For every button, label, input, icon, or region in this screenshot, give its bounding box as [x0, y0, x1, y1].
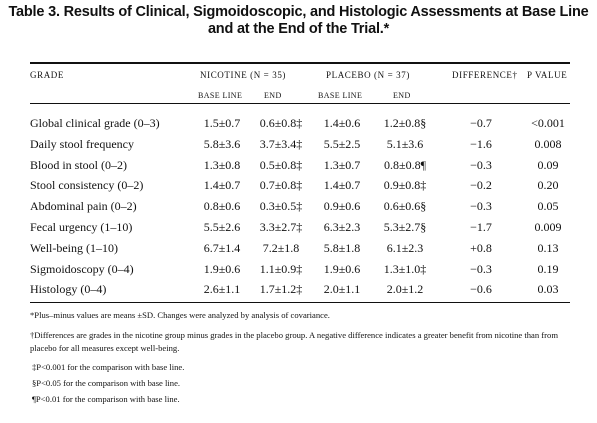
cell-nicotine-base: 1.9±0.6: [203, 261, 241, 276]
cell-placebo-end: 6.1±2.3: [386, 240, 424, 255]
cell-difference: −0.3: [470, 261, 492, 276]
subheader-placebo-end: END: [393, 91, 411, 100]
cell-difference: −0.6: [470, 282, 492, 297]
cell-p-value: 0.13: [537, 240, 559, 255]
cell-placebo-end: 5.3±2.7§: [383, 220, 427, 234]
cell-p-value: 0.09: [537, 157, 559, 172]
cell-p-value: 0.19: [537, 261, 559, 276]
cell-difference: −0.3: [470, 157, 492, 172]
cell-placebo-end: 1.2±0.8§: [383, 116, 427, 130]
cell-placebo-end: 0.6±0.6§: [383, 199, 427, 214]
footnote: *Plus–minus values are means ±SD. Changes were analyzed by analysis of covariance.: [30, 310, 330, 320]
cell-nicotine-base: 2.6±1.1: [203, 282, 241, 297]
cell-placebo-base: 0.9±0.6: [323, 199, 361, 214]
bottom-rule: [30, 302, 570, 303]
header-grade: GRADE: [30, 70, 64, 80]
cell-placebo-base: 1.4±0.6: [323, 116, 361, 130]
cell-nicotine-base: 1.5±0.7: [203, 116, 241, 130]
cell-p-value: 0.03: [537, 282, 559, 297]
cell-placebo-end: 1.3±1.0‡: [383, 261, 427, 276]
cell-placebo-base: 5.5±2.5: [323, 136, 361, 151]
cell-grade: Blood in stool (0–2): [30, 157, 128, 172]
cell-nicotine-base: 1.4±0.7: [203, 178, 241, 193]
cell-p-value: 0.20: [537, 178, 559, 193]
cell-nicotine-end: 1.7±1.2‡: [259, 282, 303, 297]
cell-nicotine-base: 1.3±0.8: [203, 157, 241, 172]
title-line-2: and at the End of the Trial.*: [207, 21, 390, 37]
cell-grade: Fecal urgency (1–10): [30, 220, 133, 234]
header-rule: [30, 103, 570, 104]
cell-grade: Sigmoidoscopy (0–4): [30, 261, 134, 276]
header-difference: DIFFERENCE†: [452, 70, 518, 80]
cell-placebo-base: 1.4±0.7: [323, 178, 361, 193]
cell-nicotine-end: 3.7±3.4‡: [259, 136, 303, 151]
cell-difference: −1.7: [470, 220, 492, 234]
cell-placebo-base: 5.8±1.8: [323, 240, 361, 255]
cell-grade: Histology (0–4): [30, 282, 107, 297]
cell-p-value: <0.001: [531, 116, 565, 130]
footnote: †Differences are grades in the nicotine group minus grades in the placebo group. A negative difference indicates a greater benefit from nicotine than from placebo for all measures except well-being.: [30, 330, 558, 353]
subheader-placebo-base: BASE LINE: [318, 91, 363, 100]
cell-placebo-base: 1.3±0.7: [323, 157, 361, 172]
cell-grade: Well-being (1–10): [30, 240, 119, 255]
cell-nicotine-base: 6.7±1.4: [203, 240, 241, 255]
cell-nicotine-base: 0.8±0.6: [203, 199, 241, 214]
title-line-1: Table 3. Results of Clinical, Sigmoidoscopic, and Histologic Assessments at Base Line: [8, 4, 589, 20]
cell-p-value: 0.009: [534, 220, 562, 234]
cell-placebo-end: 0.8±0.8¶: [383, 157, 427, 172]
cell-grade: Abdominal pain (0–2): [30, 199, 137, 214]
cell-difference: −0.7: [470, 116, 492, 130]
cell-difference: −1.6: [470, 136, 492, 151]
cell-grade: Global clinical grade (0–3): [30, 116, 160, 130]
cell-placebo-end: 0.9±0.8‡: [383, 178, 427, 193]
cell-difference: −0.2: [470, 178, 492, 193]
cell-grade: Stool consistency (0–2): [30, 178, 144, 193]
cell-p-value: 0.008: [534, 136, 562, 151]
cell-difference: −0.3: [470, 199, 492, 214]
cell-nicotine-base: 5.8±3.6: [203, 136, 241, 151]
cell-placebo-end: 5.1±3.6: [386, 136, 424, 151]
cell-grade: Daily stool frequency: [30, 136, 134, 151]
footnote: ‡P<0.001 for the comparison with base line.: [32, 362, 185, 372]
cell-placebo-base: 6.3±2.3: [323, 220, 361, 234]
cell-placebo-base: 1.9±0.6: [323, 261, 361, 276]
cell-nicotine-end: 0.5±0.8‡: [259, 157, 303, 172]
top-rule: [30, 62, 570, 64]
header-nicotine: NICOTINE (N = 35): [200, 70, 287, 80]
subheader-nicotine-base: BASE LINE: [198, 91, 243, 100]
subheader-nicotine-end: END: [264, 91, 282, 100]
cell-p-value: 0.05: [537, 199, 559, 214]
cell-difference: +0.8: [470, 240, 492, 255]
cell-nicotine-end: 0.3±0.5‡: [259, 199, 303, 214]
footnote: §P<0.05 for the comparison with base line.: [32, 378, 181, 388]
cell-nicotine-end: 0.6±0.8‡: [259, 116, 303, 130]
cell-nicotine-base: 5.5±2.6: [203, 220, 241, 234]
cell-nicotine-end: 1.1±0.9‡: [259, 261, 303, 276]
cell-placebo-base: 2.0±1.1: [323, 282, 361, 297]
footnote: ¶P<0.01 for the comparison with base line.: [32, 394, 180, 404]
cell-nicotine-end: 0.7±0.8‡: [259, 178, 303, 193]
table-title: [0, 4, 597, 38]
cell-nicotine-end: 7.2±1.8: [262, 240, 300, 255]
cell-nicotine-end: 3.3±2.7‡: [259, 220, 303, 234]
cell-placebo-end: 2.0±1.2: [386, 282, 424, 297]
header-p-value: P VALUE: [527, 70, 568, 80]
header-placebo: PLACEBO (N = 37): [326, 70, 410, 80]
